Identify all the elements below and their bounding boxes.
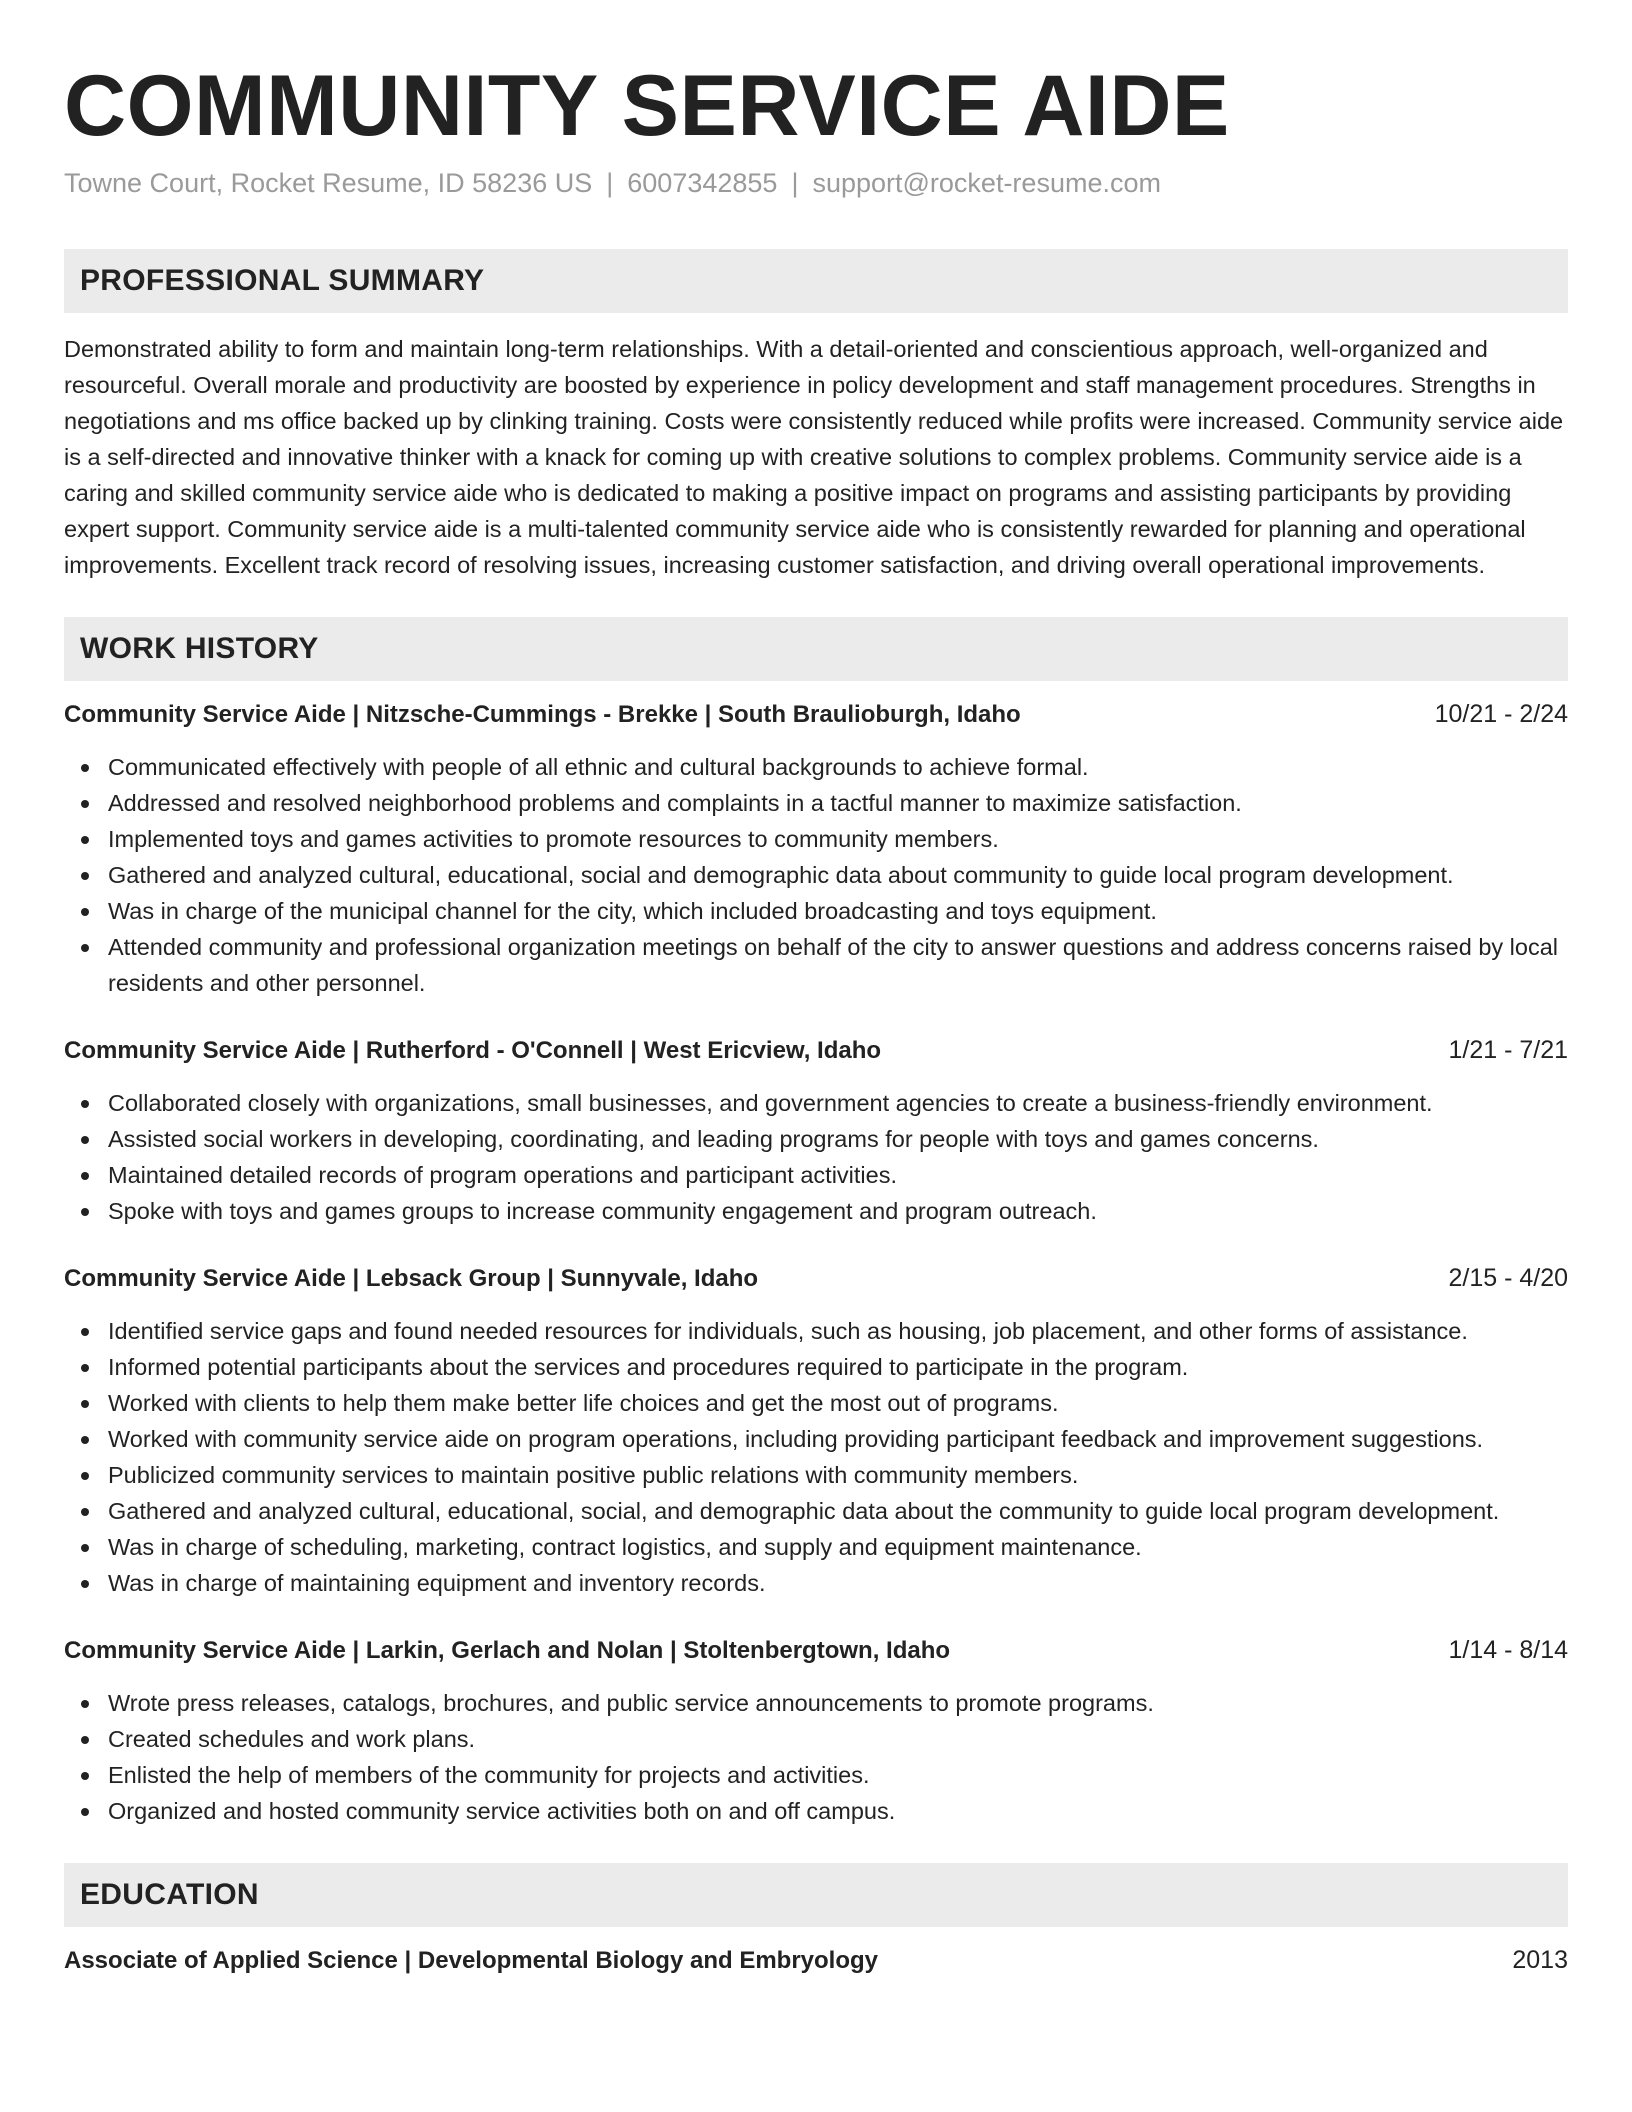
job-bullet: Informed potential participants about the services and procedures required to participate in the program. [108, 1349, 1568, 1385]
job-bullet: Enlisted the help of members of the community for projects and activities. [108, 1757, 1568, 1793]
job-bullet: Assisted social workers in developing, coordinating, and leading programs for people with toys and games concerns. [108, 1121, 1568, 1157]
contact-separator: | [606, 168, 614, 198]
job-bullet: Implemented toys and games activities to promote resources to community members. [108, 821, 1568, 857]
job-dates: 1/14 - 8/14 [1448, 1636, 1568, 1664]
work-history-section [64, 617, 1568, 1829]
job-bullet: Maintained detailed records of program operations and participant activities. [108, 1157, 1568, 1193]
job-title: Community Service Aide | Larkin, Gerlach and Nolan | Stoltenbergtown, Idaho [64, 1637, 951, 1664]
contact-address: Towne Court, Rocket Resume, ID 58236 US [64, 168, 593, 198]
job-bullet: Was in charge of maintaining equipment and inventory records. [108, 1565, 1568, 1601]
education-degree: Associate of Applied Science | Developmental Biology and Embryology [64, 1947, 879, 1974]
job-bullet: Wrote press releases, catalogs, brochures, and public service announcements to promote programs. [108, 1685, 1568, 1721]
job-dates: 2/15 - 4/20 [1448, 1264, 1568, 1292]
contact-line [64, 166, 1568, 200]
job-header [64, 1633, 1568, 1668]
section-header [64, 249, 1568, 313]
job-header [64, 1033, 1568, 1068]
education-entry [64, 1943, 1568, 1978]
job-header [64, 1261, 1568, 1296]
job-bullet: Worked with clients to help them make better life choices and get the most out of programs. [108, 1385, 1568, 1421]
job-bullets [64, 1085, 1568, 1229]
professional-summary-section [64, 249, 1568, 583]
job-bullet: Publicized community services to maintain positive public relations with community members. [108, 1457, 1568, 1493]
job-bullet: Worked with community service aide on program operations, including providing participant feedback and improvement suggestions. [108, 1421, 1568, 1457]
job-bullets [64, 1313, 1568, 1601]
contact-phone: 6007342855 [627, 168, 778, 198]
job-title: Community Service Aide | Nitzsche-Cummings - Brekke | South Braulioburgh, Idaho [64, 701, 1021, 728]
contact-email: support@rocket-resume.com [812, 168, 1161, 198]
job-bullet: Organized and hosted community service activities both on and off campus. [108, 1793, 1568, 1829]
contact-separator: | [791, 168, 799, 198]
job-entry [64, 1633, 1568, 1829]
job-bullet: Attended community and professional organization meetings on behalf of the city to answer questions and address concerns raised by local residents and other personnel. [108, 929, 1568, 1001]
job-entry [64, 1033, 1568, 1229]
job-bullet: Collaborated closely with organizations, small businesses, and government agencies to create a business-friendly environment. [108, 1085, 1568, 1121]
job-bullets [64, 749, 1568, 1001]
job-header [64, 697, 1568, 732]
section-title: EDUCATION [80, 1878, 259, 1911]
section-title: PROFESSIONAL SUMMARY [80, 264, 485, 297]
job-bullet: Spoke with toys and games groups to increase community engagement and program outreach. [108, 1193, 1568, 1229]
education-section [64, 1863, 1568, 1978]
section-title: WORK HISTORY [80, 632, 319, 665]
job-dates: 10/21 - 2/24 [1434, 700, 1568, 728]
section-header [64, 1863, 1568, 1927]
job-bullet: Identified service gaps and found needed resources for individuals, such as housing, job placement, and other forms of assistance. [108, 1313, 1568, 1349]
job-bullet: Was in charge of scheduling, marketing, contract logistics, and supply and equipment maintenance. [108, 1529, 1568, 1565]
job-bullets [64, 1685, 1568, 1829]
job-entry [64, 697, 1568, 1001]
resume-name: COMMUNITY SERVICE AIDE [64, 58, 1230, 154]
education-year: 2013 [1512, 1946, 1568, 1974]
job-bullet: Addressed and resolved neighborhood problems and complaints in a tactful manner to maximize satisfaction. [108, 785, 1568, 821]
job-bullet: Gathered and analyzed cultural, educational, social, and demographic data about the community to guide local program development. [108, 1493, 1568, 1529]
section-header [64, 617, 1568, 681]
job-bullet: Created schedules and work plans. [108, 1721, 1568, 1757]
job-dates: 1/21 - 7/21 [1448, 1036, 1568, 1064]
job-bullet: Was in charge of the municipal channel for the city, which included broadcasting and toys equipment. [108, 893, 1568, 929]
summary-text: Demonstrated ability to form and maintain long-term relationships. With a detail-oriented and conscientious approach, well-organized and resourceful. Overall morale and productivity are boosted by experience in policy development and staff management procedures. Strengths in negotiations and ms office backed up by clinking training. Costs were consistently reduced while profits were increased. Community service aide is a self-directed and innovative thinker with a knack for coming up with creative solutions to complex problems. Community service aide is a caring and skilled community service aide who is dedicated to making a positive impact on programs and assisting participants by providing expert support. Community service aide is a multi-talented community service aide who is consistently rewarded for planning and operational improvements. Excellent track record of resolving issues, increasing customer satisfaction, and driving overall operational improvements. [64, 336, 1564, 578]
job-bullet: Communicated effectively with people of all ethnic and cultural backgrounds to achieve formal. [108, 749, 1568, 785]
job-title: Community Service Aide | Rutherford - O'Connell | West Ericview, Idaho [64, 1037, 882, 1064]
job-entry [64, 1261, 1568, 1601]
job-title: Community Service Aide | Lebsack Group | Sunnyvale, Idaho [64, 1265, 759, 1292]
job-bullet: Gathered and analyzed cultural, educational, social and demographic data about community to guide local program development. [108, 857, 1568, 893]
